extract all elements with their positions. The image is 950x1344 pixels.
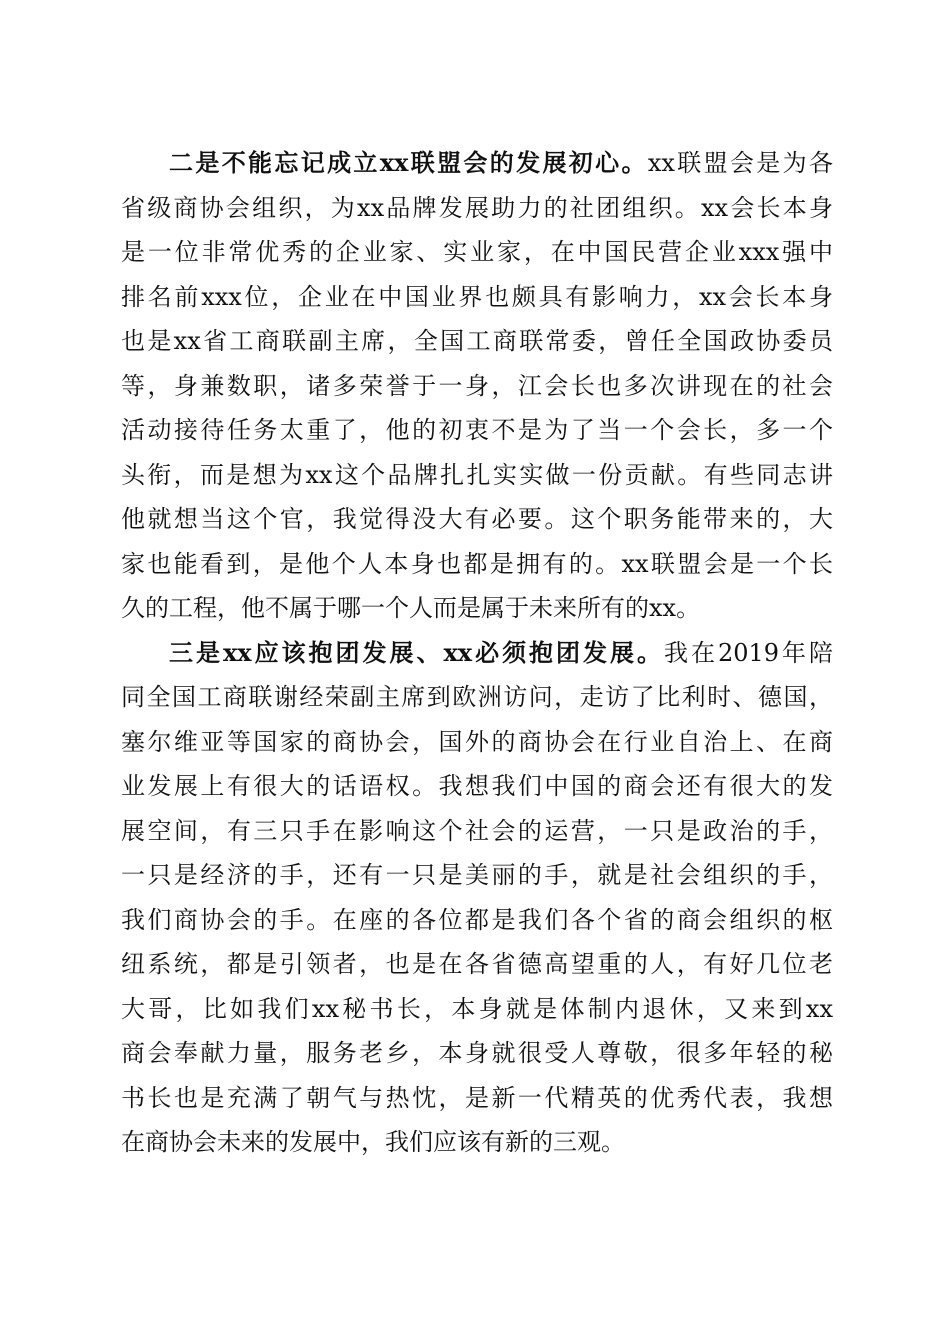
paragraph-line: 排名前xxx位，企业在中国业界也颇具有影响力，xx会长本身 bbox=[121, 282, 833, 311]
paragraph-line: 省级商协会组织，为xx品牌发展助力的社团组织。xx会长本身 bbox=[121, 193, 833, 222]
paragraph-line: 在商协会未来的发展中，我们应该有新的三观。 bbox=[121, 1128, 625, 1156]
paragraph-line: 商会奉献力量，服务老乡，本身就很受人尊敬，很多年轻的秘 bbox=[121, 1039, 833, 1067]
paragraph-line bbox=[121, 141, 833, 186]
paragraph-line bbox=[121, 631, 833, 676]
paragraph-1 bbox=[121, 141, 833, 631]
paragraph-line: 同全国工商联谢经荣副主席到欧洲访问，走访了比利时、德国， bbox=[121, 683, 833, 711]
paragraph-heading: 三是xx应该抱团发展、xx必须抱团发展。 bbox=[169, 637, 664, 667]
paragraph-line: 纽系统，都是引领者，也是在各省德高望重的人，有好几位老 bbox=[121, 950, 833, 978]
paragraph-line-text: 我在2019年陪 bbox=[663, 638, 834, 667]
paragraph-line: 头衔，而是想为xx这个品牌扎扎实实做一份贡献。有些同志讲 bbox=[121, 460, 833, 489]
paragraph-heading: 二是不能忘记成立xx联盟会的发展初心。 bbox=[169, 148, 648, 177]
paragraph-line: 活动接待任务太重了，他的初衷不是为了当一个会长，多一个 bbox=[121, 416, 833, 444]
paragraph-line: 展空间，有三只手在影响这个社会的运营，一只是政治的手， bbox=[121, 816, 833, 845]
paragraph-line-text: xx联盟会是为各 bbox=[647, 149, 833, 177]
paragraph-line: 塞尔维亚等国家的商协会，国外的商协会在行业自治上、在商 bbox=[121, 727, 833, 756]
paragraph-line: 大哥，比如我们xx秘书长，本身就是体制内退休，又来到xx bbox=[121, 994, 833, 1023]
paragraph-line: 我们商协会的手。在座的各位都是我们各个省的商会组织的枢 bbox=[121, 905, 833, 934]
paragraph-line: 久的工程，他不属于哪一个人而是属于未来所有的xx。 bbox=[121, 594, 701, 622]
paragraph-line: 是一位非常优秀的企业家、实业家，在中国民营企业xxx强中 bbox=[121, 238, 833, 266]
paragraph-line: 他就想当这个官，我觉得没大有必要。这个职务能带来的，大 bbox=[121, 505, 833, 533]
paragraph-2 bbox=[121, 631, 833, 1165]
paragraph-line: 也是xx省工商联副主席，全国工商联常委，曾任全国政协委员 bbox=[121, 327, 833, 355]
paragraph-line: 等，身兼数职，诸多荣誉于一身，江会长也多次讲现在的社会 bbox=[121, 371, 833, 400]
paragraph-line: 业发展上有很大的话语权。我想我们中国的商会还有很大的发 bbox=[121, 772, 833, 800]
paragraph-line: 书长也是充满了朝气与热忱，是新一代精英的优秀代表，我想 bbox=[121, 1083, 833, 1112]
paragraph-line: 家也能看到，是他个人本身也都是拥有的。xx联盟会是一个长 bbox=[121, 549, 833, 578]
body-text bbox=[121, 141, 833, 1165]
paragraph-line: 一只是经济的手，还有一只是美丽的手，就是社会组织的手， bbox=[121, 861, 833, 889]
